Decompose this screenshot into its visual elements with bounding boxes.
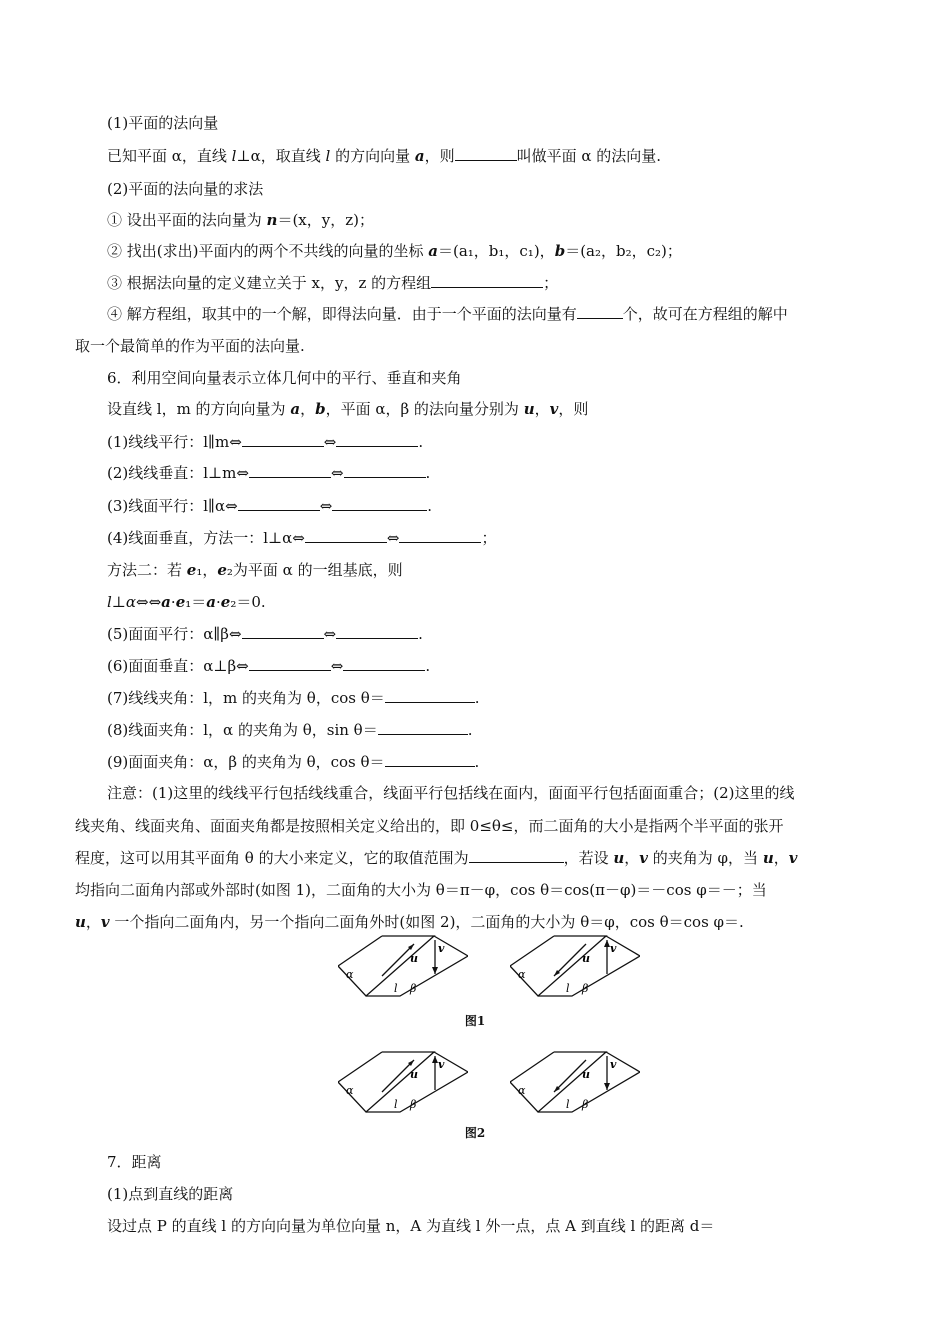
- label-alpha: α: [346, 1084, 354, 1097]
- label-v: v: [438, 942, 445, 955]
- section-6-setup: 设直线 l，m 的方向向量为 a，b，平面 α，β 的法向量分别为 u，v，则: [107, 400, 589, 418]
- note-line-2: 线夹角、线面夹角、面面夹角都是按照相关定义给出的，即 0≤θ≤，而二面角的大小是指两个半平面的张开: [75, 817, 784, 835]
- label-u: u: [582, 952, 590, 965]
- line-line-perpendicular: (2)线线垂直：l⊥m⇔ ⇔ .: [107, 464, 431, 482]
- figure-1: [338, 930, 648, 1020]
- blank[interactable]: [469, 848, 564, 863]
- step-3: ③ 根据法向量的定义建立关于 x，y，z 的方程组 ；: [107, 274, 559, 292]
- plane-plane-parallel: (5)面面平行：α∥β⇔ ⇔ .: [107, 625, 423, 643]
- blank[interactable]: [343, 656, 425, 671]
- line-line-angle: (7)线线夹角：l，m 的夹角为 θ，cos θ＝ .: [107, 689, 480, 707]
- figure-2-caption: 图2: [464, 1126, 486, 1140]
- section-7-title: 7．距离: [107, 1153, 162, 1171]
- heading-normal-vector-method: (2)平面的法向量的求法: [107, 180, 264, 198]
- blank[interactable]: [378, 720, 468, 735]
- blank[interactable]: [238, 496, 320, 511]
- blank[interactable]: [336, 624, 418, 639]
- heading-point-line-distance: (1)点到直线的距离: [107, 1185, 234, 1203]
- blank[interactable]: [385, 752, 475, 767]
- label-l: l: [394, 982, 398, 995]
- label-u: u: [410, 1068, 418, 1081]
- label-beta: β: [410, 1098, 417, 1111]
- figure-2: [338, 1046, 648, 1136]
- plane-plane-perpendicular: (6)面面垂直：α⊥β⇔ ⇔ .: [107, 657, 431, 675]
- figure-1-right: [510, 930, 640, 1020]
- text-normal-vector-definition: 已知平面 α，直线 l⊥α，取直线 l 的方向向量 a，则 叫做平面 α 的法向量.: [107, 147, 662, 165]
- label-v: v: [610, 1058, 617, 1071]
- note-line-3: 程度，这可以用其平面角 θ 的大小来定义，它的取值范围为 ，若设 u，v 的夹角为 φ，当 u，v: [75, 849, 798, 867]
- step-2: ② 找出(求出)平面内的两个不共线的向量的坐标 a＝(a₁，b₁，c₁)，b＝(a₂，b₂，c₂)；: [107, 242, 682, 260]
- label-u: u: [410, 952, 418, 965]
- method-two: 方法二：若 e₁，e₂为平面 α 的一组基底，则: [107, 561, 403, 579]
- step-1: ① 设出平面的法向量为 n＝(x，y，z)；: [107, 211, 374, 229]
- heading-normal-vector: (1)平面的法向量: [107, 114, 219, 132]
- line-plane-parallel: (3)线面平行：l∥α⇔ ⇔ .: [107, 497, 433, 515]
- label-l: l: [394, 1098, 398, 1111]
- label-alpha: α: [518, 968, 526, 981]
- label-l: l: [566, 982, 570, 995]
- blank[interactable]: [431, 273, 543, 288]
- blank[interactable]: [249, 463, 331, 478]
- label-v: v: [610, 942, 617, 955]
- label-u: u: [582, 1068, 590, 1081]
- step-4: ④ 解方程组，取其中的一个解，即得法向量．由于一个平面的法向量有 个，故可在方程组的解中: [107, 305, 788, 323]
- blank[interactable]: [399, 528, 481, 543]
- label-beta: β: [582, 1098, 589, 1111]
- note-line-1: 注意：(1)这里的线线平行包括线线重合，线面平行包括线在面内，面面平行包括面面重合；(2)这里的线: [107, 784, 795, 802]
- label-l: l: [566, 1098, 570, 1111]
- step-4-cont: 取一个最简单的作为平面的法向量.: [75, 337, 305, 355]
- blank[interactable]: [305, 528, 387, 543]
- figure-2-left: [338, 1046, 468, 1136]
- method-two-condition: l⊥α⇔⇔a·e₁＝a·e₂＝0.: [107, 593, 266, 611]
- blank[interactable]: [332, 496, 427, 511]
- label-v: v: [438, 1058, 445, 1071]
- blank[interactable]: [242, 624, 324, 639]
- blank[interactable]: [577, 304, 623, 319]
- blank[interactable]: [242, 432, 324, 447]
- point-line-distance-text: 设过点 P 的直线 l 的方向向量为单位向量 n，A 为直线 l 外一点，点 A 到直线 l 的距离 d＝: [107, 1217, 715, 1235]
- figure-2-right: [510, 1046, 640, 1136]
- plane-plane-angle: (9)面面夹角：α，β 的夹角为 θ，cos θ＝ .: [107, 753, 480, 771]
- line-plane-perpendicular: (4)线面垂直，方法一：l⊥α⇔ ⇔ ；: [107, 529, 497, 547]
- blank[interactable]: [249, 656, 331, 671]
- line-line-parallel: (1)线线平行：l∥m⇔ ⇔ .: [107, 433, 424, 451]
- figure-1-caption: 图1: [464, 1014, 486, 1028]
- label-alpha: α: [346, 968, 354, 981]
- label-alpha: α: [518, 1084, 526, 1097]
- line-plane-angle: (8)线面夹角：l，α 的夹角为 θ，sin θ＝ .: [107, 721, 473, 739]
- note-line-4: 均指向二面角内部或外部时(如图 1)，二面角的大小为 θ＝π－φ，cos θ＝cos(π－φ)＝－cos φ＝－；当: [75, 881, 767, 899]
- label-beta: β: [410, 982, 417, 995]
- blank[interactable]: [336, 432, 418, 447]
- figure-1-left: [338, 930, 468, 1020]
- blank[interactable]: [455, 146, 517, 161]
- note-line-5: u，v 一个指向二面角内，另一个指向二面角外时(如图 2)，二面角的大小为 θ＝φ，cos θ＝cos φ＝.: [75, 913, 744, 931]
- blank[interactable]: [385, 688, 475, 703]
- label-beta: β: [582, 982, 589, 995]
- section-6-title: 6．利用空间向量表示立体几何中的平行、垂直和夹角: [107, 369, 462, 387]
- blank[interactable]: [344, 463, 426, 478]
